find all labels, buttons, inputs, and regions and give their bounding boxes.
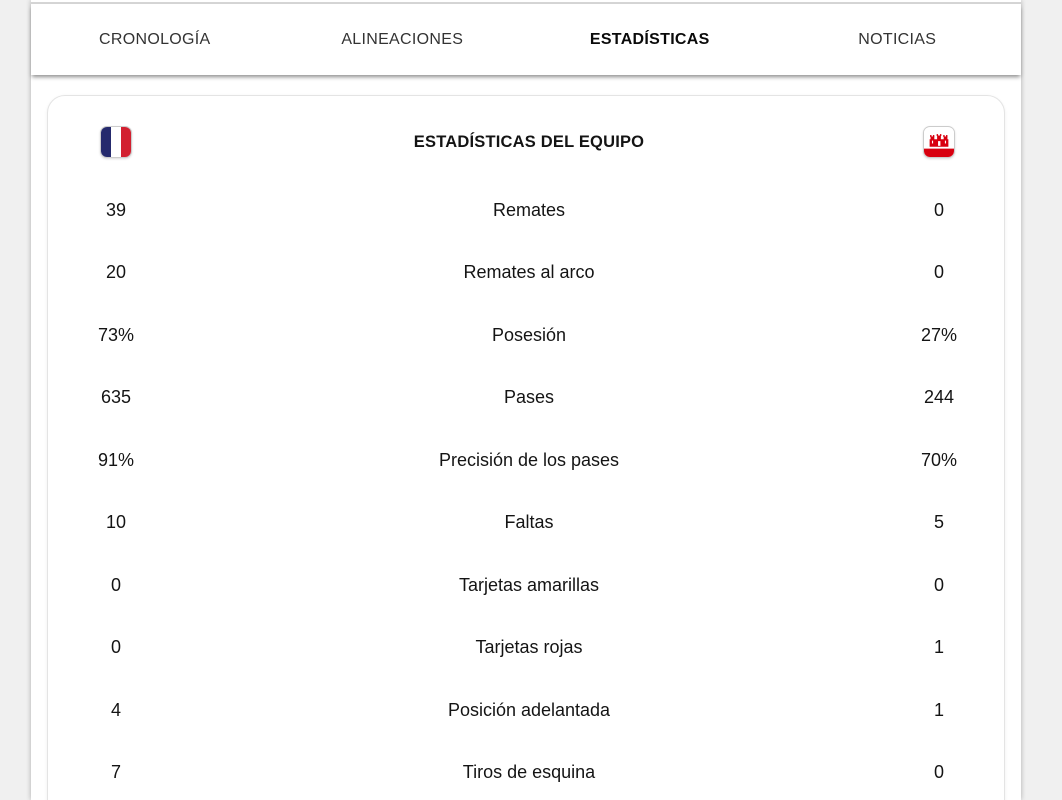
away-value: 1: [933, 637, 944, 658]
stat-row: [48, 492, 1004, 555]
away-value: 5: [933, 512, 944, 533]
away-value: 70%: [920, 449, 958, 470]
home-value: 0: [110, 637, 121, 658]
tab-cronologia[interactable]: [31, 4, 279, 75]
away-value: 0: [933, 262, 944, 283]
stat-row: [48, 242, 1004, 305]
away-value: 0: [933, 199, 944, 220]
tab-label: NOTICIAS: [858, 30, 937, 48]
gibraltar-flag-icon: [923, 126, 955, 158]
france-flag-red-stripe: [121, 127, 131, 157]
card-title: ESTADÍSTICAS DEL EQUIPO: [413, 132, 645, 151]
tab-label: CRONOLOGÍA: [99, 30, 211, 48]
stat-label: Precisión de los pases: [438, 449, 620, 470]
stat-row: [48, 617, 1004, 680]
away-value: 244: [923, 387, 955, 408]
home-value: 73%: [97, 324, 135, 345]
away-value: 0: [933, 762, 944, 783]
away-value: 0: [933, 574, 944, 595]
home-value: 4: [110, 699, 121, 720]
france-flag-white-stripe: [111, 127, 121, 157]
statistics-panel: [31, 75, 1021, 800]
home-value: 0: [110, 574, 121, 595]
stat-label: Posición adelantada: [447, 699, 611, 720]
stat-label: Remates: [492, 199, 566, 220]
stats-card-header: [48, 126, 1004, 158]
stat-row: [48, 304, 1004, 367]
home-value: 7: [110, 762, 121, 783]
home-value: 635: [100, 387, 132, 408]
stat-row: [48, 179, 1004, 242]
stat-row: [48, 429, 1004, 492]
team-statistics-card: [47, 95, 1005, 800]
france-flag-blue-stripe: [101, 127, 111, 157]
away-value: 1: [933, 699, 944, 720]
stat-label: Faltas: [504, 512, 554, 533]
stat-row: [48, 742, 1004, 800]
tab-estadisticas[interactable]: [526, 4, 774, 75]
stat-row: [48, 679, 1004, 742]
home-value: 10: [105, 512, 127, 533]
stat-label: Posesión: [491, 324, 567, 345]
home-value: 39: [105, 199, 127, 220]
tab-bar: [31, 4, 1021, 75]
stat-label: Tarjetas amarillas: [458, 574, 600, 595]
stat-row: [48, 367, 1004, 430]
stat-row: [48, 554, 1004, 617]
stats-rows: [48, 179, 1004, 800]
stat-label: Pases: [503, 387, 555, 408]
away-value: 27%: [920, 324, 958, 345]
stat-label: Remates al arco: [463, 262, 595, 283]
france-flag-icon: [100, 126, 132, 158]
stat-label: Tarjetas rojas: [475, 637, 583, 658]
home-value: 20: [105, 262, 127, 283]
tab-label: ALINEACIONES: [341, 30, 464, 48]
stat-label: Tiros de esquina: [462, 762, 596, 783]
tab-alineaciones[interactable]: [279, 4, 527, 75]
away-flag-cell: [874, 126, 1004, 158]
main-content-column: [31, 0, 1021, 800]
tab-label: ESTADÍSTICAS: [589, 30, 710, 48]
home-value: 91%: [97, 449, 135, 470]
tab-noticias[interactable]: [774, 4, 1022, 75]
gibraltar-flag-graphic: [924, 127, 954, 158]
home-flag-cell: [48, 126, 184, 158]
